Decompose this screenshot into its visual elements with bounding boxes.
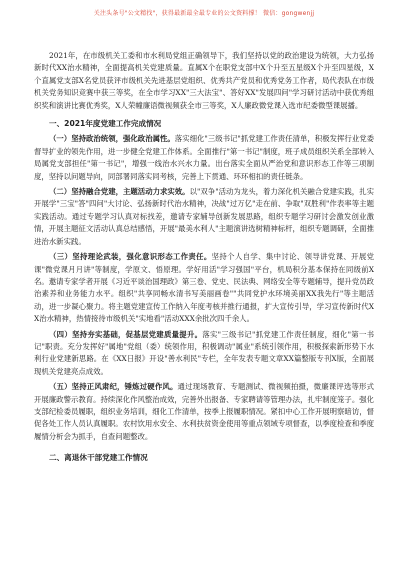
item-body: 坚持个人自学、集中讨论、领导讲党课、开展党课"微党课月月讲"等制度，学原文、悟原理。学好用活"学习强国"平台，机局积分基本保持在同级前X名。邀请专家学者开展《习近平谈治国理政》第三卷、党史、民法典、网络安全等专题辅导，提升党员政治素养和业务能力水平。组织"共享同畅水清书写美丽画卷""共同党护水环境美丽XX我先行"等主题活动，进一步凝心聚力。将主题党建宣传工作纳入年度考核并推行通报，扩大宣传引导，学习宣传新时代XX治水精神，热情接待市级机关"实地看"活动XXX余批次四千余人。 [34, 252, 374, 324]
top-banner: 关注头条号"公文精找"，获得最新最全最专业的公文资料撑！ 微信：gongwenjj [93, 10, 315, 17]
item-paragraph [34, 186, 374, 248]
document-body [34, 50, 374, 468]
item-body: 通过现场教育、专题测试、微视频拍摄，微廉课评选等形式开展廉政警示教育。持续深化作风整治成效，完善外出报备、专家聘请等管理办法，扎牢制度笼子。强化支部纪检委员履职，组织业务培训，细化工作清单，按季上报履职情况。紧扣中心工作开展明察暗访，督促各处工作人员认真履职。农村饮用水安全、水利扶贫资金使用等重点领域专项督查，以季度检查和季度履情分析会为抓手，自查问题整改。 [34, 382, 374, 441]
item-lead: （三）坚持理论武装，强化意识形态工作责任。 [49, 252, 212, 262]
item-body: 以"双争"活动为龙头，着力深化机关融合党建实践，扎实开展学"三宝"答"四问"大讨论、弘扬新时代治水精神，决战"过万亿"走在前、争取"双胜利"作表率等主题实践活动。通过专题学习认真对标找差，邀请专家辅导创新发展思路，组织专题学习研讨会激发创业激情，开展主题征文活动认真总结感悟，开展"最美水利人"主题演讲选树精神标杆，组织专题调研，全面推进治水新实践。 [34, 187, 374, 246]
section-heading-1: 一、2021年度党建工作完成情况 [49, 119, 162, 129]
item-lead: （一）坚持政治统领，强化政治属性。 [49, 134, 175, 144]
item-lead: （五）坚持正风肃纪，锤炼过硬作风。 [49, 382, 178, 392]
item-paragraph [34, 133, 374, 183]
item-lead: （四）坚持夯实基础，促基层党建质量提升。 [49, 329, 203, 339]
intro-paragraph: 2021年，在市级机关工委和市水利局党组正确领导下，我们坚持以党的政治建设为统领，大力弘扬新时代XX治水精神，全面提高机关党建质量。直属X个在职党支部中X个升至五星级X个升至四星级，X个直属党支部X名党员获评市级机关先进基层党组织、优秀共产党员和优秀党务工作者，局代表队在市级机关党务知识竞赛中获三等奖，在全市学习XX"三大法宝"、答好XX"发展四问"学习研讨活动中获优秀组织奖和演讲比赛优秀奖，X人荣幢廉语微视频获全市三等奖，X人廉政微党课入选市纪委微型课展播。 [34, 51, 374, 110]
item-lead: （二）坚持融合党建，主题活动力求实效。 [49, 187, 190, 197]
item-paragraph [34, 329, 374, 379]
item-paragraph [34, 381, 374, 443]
item-body: 落实"三级书记"抓党建工作责任制度，细化"第一书记"职责。充分发挥好"属地"党组（委）统领作用，积极调动"属业"系统引领作用，积极探索新形势下水利行业党建新思路。在《XX日报》开设"善水利民"专栏，全年发表专题文章XX篇整版专刊X版，全面展现机关党建亮点成效。 [34, 329, 374, 376]
item-body: 落实细化"三级书记"抓党建工作责任清单，积极发挥行业党委督导扩业的领先作用，进一步健全党建工作体系。全面推行"第一书记"制度，班子成员组织关系全部转入局属党支部担任"第一书记"，增强一线治水兴水力量。出台落实全面从严治党和意识形态工作等三项制度，坚持以问题导向，同部署同落实同考核，完善上下贯通、环环相扣的责任链条。 [34, 134, 374, 181]
section-heading-2: 二、离退休干部党建工作情况 [49, 453, 148, 463]
item-paragraph [34, 251, 374, 325]
